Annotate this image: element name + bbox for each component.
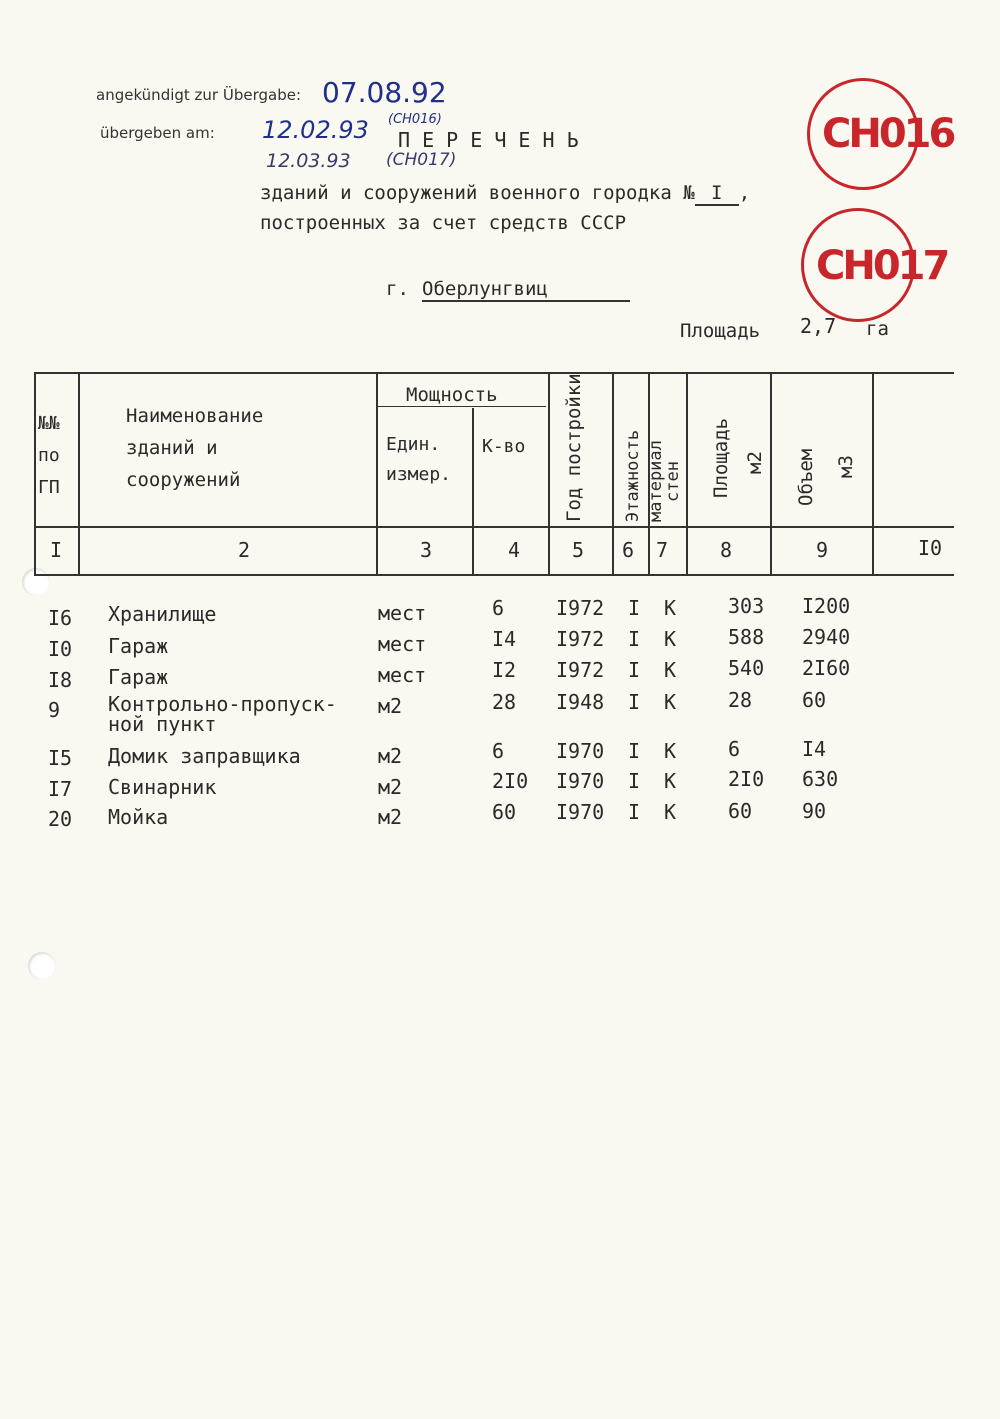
row-volume: 2I60 [802, 656, 851, 680]
row-material: К [664, 769, 677, 793]
row-unit: мест [378, 632, 427, 656]
row-material: К [664, 739, 677, 763]
row-volume: I4 [802, 737, 827, 761]
row-area: 2I0 [728, 767, 765, 791]
row-volume: 2940 [802, 625, 851, 649]
row-unit: м2 [378, 805, 403, 829]
stamp-ch016-text: CH016 [822, 111, 954, 157]
row-floors: I [628, 596, 641, 620]
handed-label: übergeben am: [100, 124, 215, 142]
col-number: 9 [816, 538, 829, 562]
row-unit: м2 [378, 775, 403, 799]
col-number: 7 [656, 538, 669, 562]
stamp-ch017-text: CH017 [816, 243, 948, 289]
row-name: Домик заправщика [108, 744, 301, 768]
col-divider [612, 372, 614, 576]
col-number: 8 [720, 538, 733, 562]
col-number: 4 [508, 538, 521, 562]
row-volume: I200 [802, 594, 851, 618]
header-capacity: Мощность [406, 384, 498, 406]
header-col-5: Год постройки [563, 373, 585, 522]
row-unit: мест [378, 663, 427, 687]
row-floors: I [628, 627, 641, 651]
row-floors: I [628, 769, 641, 793]
stamp-ch016 [807, 78, 954, 190]
row-unit: м2 [378, 694, 403, 718]
row-material: К [664, 690, 677, 714]
row-area: 303 [728, 594, 765, 618]
col-number: 5 [572, 538, 585, 562]
row-year: I970 [556, 769, 605, 793]
col-divider [376, 372, 378, 576]
col-number: I0 [918, 536, 943, 560]
header-col-4: К-во [482, 436, 526, 457]
row-no: 20 [48, 807, 73, 831]
col-number: 3 [420, 538, 433, 562]
capacity-underline [378, 406, 546, 407]
row-year: I948 [556, 690, 605, 714]
row-year: I972 [556, 658, 605, 682]
area-value: 2,7 [800, 314, 837, 338]
row-material: К [664, 800, 677, 824]
row-qty: 60 [492, 800, 517, 824]
row-unit: м2 [378, 744, 403, 768]
col-divider [686, 372, 688, 576]
row-year: I972 [556, 596, 605, 620]
title-line-1: зданий и сооружений военного городка № I , [260, 182, 751, 204]
col-number: 2 [238, 538, 251, 562]
row-unit: мест [378, 601, 427, 625]
header-col-9: Объем м3 [795, 448, 857, 506]
header-col-7: материал стен [646, 440, 683, 522]
row-material: К [664, 658, 677, 682]
row-qty: 6 [492, 596, 505, 620]
header-col-1: №№ по ГП [38, 413, 60, 498]
row-qty: 28 [492, 690, 517, 714]
city-name: Оберлунгвиц [422, 278, 630, 302]
row-qty: I2 [492, 658, 517, 682]
header-col-3: Един. измер. [386, 434, 452, 485]
col-divider [472, 408, 474, 576]
col-divider [78, 372, 80, 576]
row-floors: I [628, 739, 641, 763]
handed-note-1: (CH016) [388, 112, 442, 127]
handed-note-2: (CH017) [386, 150, 457, 170]
row-floors: I [628, 690, 641, 714]
header-col-6: Этажность [623, 429, 643, 522]
row-year: I970 [556, 739, 605, 763]
row-year: I970 [556, 800, 605, 824]
row-area: 588 [728, 625, 765, 649]
row-volume: 60 [802, 688, 827, 712]
area-unit: га [866, 318, 889, 340]
announced-label: angekündigt zur Übergabe: [96, 86, 302, 104]
col-divider [548, 372, 550, 576]
document-title: П Е Р Е Ч Е Н Ь [398, 128, 579, 152]
row-no: I7 [48, 777, 73, 801]
row-name: Свинарник [108, 775, 217, 799]
row-floors: I [628, 800, 641, 824]
row-no: I0 [48, 637, 73, 661]
header-bottom-line [34, 526, 954, 528]
row-area: 60 [728, 799, 753, 823]
town-number: I [695, 182, 739, 206]
stamp-ch017 [801, 208, 948, 322]
row-name: Мойка [108, 805, 169, 829]
city-prefix: г. [386, 278, 409, 300]
row-name: Гараж [108, 665, 169, 689]
row-no: I8 [48, 668, 73, 692]
title-line-2: построенных за счет средств СССР [260, 212, 627, 234]
row-area: 28 [728, 688, 753, 712]
row-qty: 6 [492, 739, 505, 763]
handed-date-1: 12.02.93 [262, 116, 369, 144]
row-qty: 2I0 [492, 769, 529, 793]
row-area: 540 [728, 656, 765, 680]
area-label: Площадь [680, 320, 761, 342]
handed-date-2: 12.03.93 [266, 150, 351, 172]
row-volume: 630 [802, 767, 839, 791]
punch-hole [28, 952, 56, 980]
row-material: К [664, 596, 677, 620]
row-floors: I [628, 658, 641, 682]
row-name: Гараж [108, 634, 169, 658]
row-material: К [664, 627, 677, 651]
row-no: I6 [48, 606, 73, 630]
row-name: Контрольно-пропуск- ной пункт [108, 692, 337, 736]
col-number: I [50, 538, 63, 562]
header-col-2: Наименование зданий и сооружений [126, 405, 264, 491]
col-number: 6 [622, 538, 635, 562]
row-no: 9 [48, 698, 61, 722]
col-divider [34, 372, 36, 576]
row-area: 6 [728, 737, 741, 761]
row-year: I972 [556, 627, 605, 651]
header-col-8: Площадь м2 [710, 417, 766, 498]
punch-hole [22, 568, 50, 596]
announced-date: 07.08.92 [322, 76, 447, 109]
row-volume: 90 [802, 799, 827, 823]
row-name: Хранилище [108, 602, 217, 626]
row-no: I5 [48, 746, 73, 770]
numbers-bottom-line [34, 574, 954, 576]
row-qty: I4 [492, 627, 517, 651]
table-top-line [34, 372, 954, 374]
col-divider [872, 372, 874, 576]
